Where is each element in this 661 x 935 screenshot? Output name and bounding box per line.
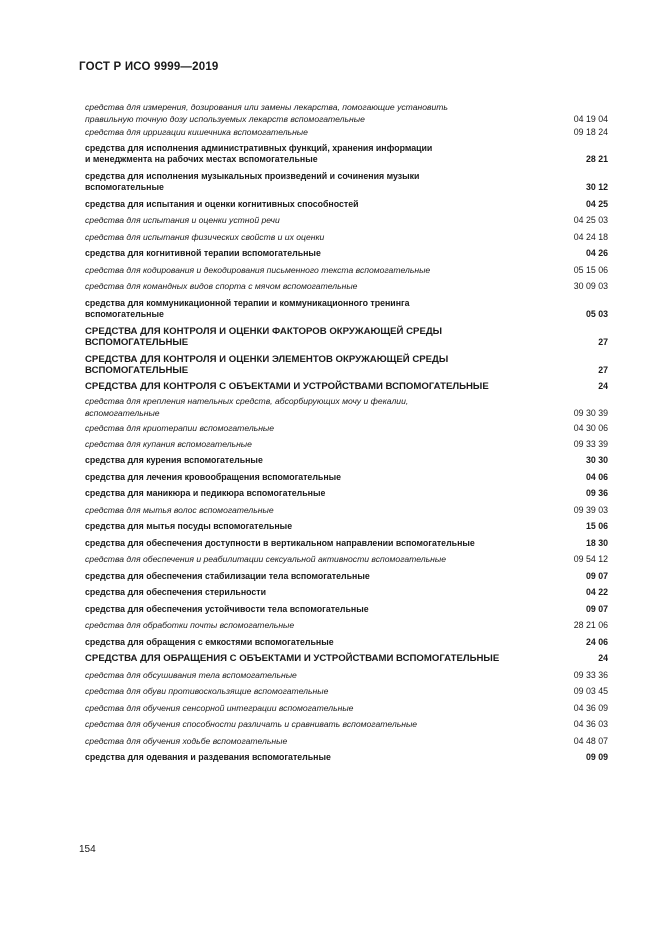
index-entry <box>85 381 608 393</box>
index-entry-code: 09 39 03 <box>573 504 608 515</box>
index-entry-term: средства для кодирования и декодирования письменного текста вспомогательные <box>85 264 431 275</box>
index-entry-code: 09 30 39 <box>573 407 608 418</box>
index-entry-code: 04 48 07 <box>573 735 608 746</box>
index-entry <box>85 505 608 517</box>
index-entry-term: средства для обеспечения и реабилитации сексуальной активности вспомогательные <box>85 554 446 564</box>
index-entry-term: СРЕДСТВА ДЛЯ КОНТРОЛЯ И ОЦЕНКИ ФАКТОРОВ ОКРУЖАЮЩЕЙ СРЕДЫ ВСПОМОГАТЕЛЬНЫЕ <box>85 325 443 348</box>
index-entry-code: 04 24 18 <box>573 231 608 242</box>
index-entry-code: 24 <box>598 380 608 391</box>
index-entry-term: СРЕДСТВА ДЛЯ КОНТРОЛЯ С ОБЪЕКТАМИ И УСТРОЙСТВАМИ ВСПОМОГАТЕЛЬНЫЕ <box>85 380 489 392</box>
index-entry-term: средства для курения вспомогательные <box>85 455 263 465</box>
index-entry-term: средства для обеспечения стабилизации тела вспомогательные <box>85 570 370 581</box>
index-entry <box>85 670 608 682</box>
index-entry-code: 04 26 <box>585 248 608 258</box>
index-entry-code: 09 33 36 <box>573 669 608 680</box>
index-entry <box>85 265 608 277</box>
document-header: ГОСТ Р ИСО 9999—2019 <box>79 61 219 73</box>
index-entry <box>85 653 608 665</box>
index-entry-code: 09 09 <box>585 752 608 762</box>
index-entry-term: средства для испытания физических свойств и их оценки <box>85 231 325 242</box>
index-entry <box>85 102 608 125</box>
index-entry <box>85 604 608 616</box>
index-entry <box>85 488 608 500</box>
index-entry-term: средства для маникюра и педикюра вспомогательные <box>85 488 326 498</box>
index-entry-term: средства для коммуникационной терапии и коммуникационного тренинга вспомогательные <box>85 297 410 319</box>
index-entry-term: средства для ирригации кишечника вспомогательные <box>85 127 308 137</box>
index-entry-term: средства для обработки почты вспомогательные <box>85 620 295 630</box>
index-entry-code: 04 19 04 <box>573 113 608 124</box>
index-entry-term: средства для исполнения административных функций, хранения информации и менеджмента на рабочих местах вспомогательные <box>85 142 433 164</box>
index-entry-term: средства для одевания и раздевания вспомогательные <box>85 752 331 762</box>
index-list <box>85 97 608 764</box>
index-entry <box>85 736 608 748</box>
index-entry-term: средства для обсушивания тела вспомогательные <box>85 669 297 680</box>
index-entry-term: средства для когнитивной терапии вспомогательные <box>85 248 321 258</box>
index-entry-code: 24 06 <box>585 636 608 647</box>
index-entry <box>85 171 608 194</box>
index-entry-term: средства для обеспечения доступности в вертикальном направлении вспомогательные <box>85 537 475 548</box>
index-entry-term: СРЕДСТВА ДЛЯ ОБРАЩЕНИЯ С ОБЪЕКТАМИ И УСТРОЙСТВАМИ ВСПОМОГАТЕЛЬНЫЕ <box>85 653 500 664</box>
index-entry-term: СРЕДСТВА ДЛЯ КОНТРОЛЯ И ОЦЕНКИ ЭЛЕМЕНТОВ ОКРУЖАЮЩЕЙ СРЕДЫ ВСПОМОГАТЕЛЬНЫЕ <box>85 353 449 376</box>
index-entry <box>85 587 608 599</box>
index-entry-code: 27 <box>598 337 608 347</box>
index-entry <box>85 538 608 550</box>
index-entry-term: средства для исполнения музыкальных произведений и сочинения музыки вспомогательные <box>85 170 420 192</box>
index-entry <box>85 703 608 715</box>
index-entry <box>85 326 608 349</box>
index-entry <box>85 472 608 484</box>
index-entry-term: средства для мытья посуды вспомогательные <box>85 521 293 531</box>
index-entry-code: 15 06 <box>585 521 608 531</box>
index-entry <box>85 199 608 211</box>
index-entry-code: 09 07 <box>585 603 608 614</box>
index-entry <box>85 423 608 435</box>
index-entry-term: средства для обеспечения устойчивости тела вспомогательные <box>85 603 369 614</box>
index-entry-term: средства для крепления нательных средств, абсорбирующих мочу и фекалии, вспомогательные <box>85 396 409 418</box>
page-number: 154 <box>79 844 96 855</box>
index-entry-term: средства для измерения, дозирования или замены лекарства, помогающие установить правильную точную дозу используемых лекарств вспомогательные <box>85 102 448 124</box>
index-entry-term: средства для обучения способности различать и сравнивать вспомогательные <box>85 719 418 729</box>
index-entry-code: 04 25 03 <box>573 215 608 225</box>
index-entry-code: 09 07 <box>585 570 608 581</box>
index-entry <box>85 127 608 139</box>
index-entry-code: 09 33 39 <box>573 438 608 449</box>
index-entry-term: средства для купания вспомогательные <box>85 438 252 449</box>
index-entry <box>85 719 608 731</box>
index-entry <box>85 554 608 566</box>
index-entry-code: 28 21 <box>585 154 608 164</box>
index-entry <box>85 215 608 227</box>
index-entry-code: 28 21 06 <box>573 620 608 630</box>
index-entry <box>85 396 608 419</box>
index-entry-code: 04 22 <box>585 587 608 597</box>
index-entry-term: средства для испытания и оценки устной речи <box>85 215 280 225</box>
index-entry-term: средства для обучения сенсорной интеграции вспомогательные <box>85 702 354 713</box>
index-entry-code: 04 30 06 <box>573 423 608 433</box>
index-entry-code: 04 36 09 <box>573 702 608 713</box>
index-entry-term: средства для командных видов спорта с мячом вспомогательные <box>85 281 358 291</box>
index-entry <box>85 571 608 583</box>
index-entry-term: средства для испытания и оценки когнитивных способностей <box>85 198 359 209</box>
index-entry <box>85 637 608 649</box>
index-entry <box>85 354 608 377</box>
index-entry <box>85 455 608 467</box>
index-entry-term: средства для лечения кровообращения вспомогательные <box>85 471 342 482</box>
index-entry-code: 04 36 03 <box>573 719 608 729</box>
index-entry <box>85 439 608 451</box>
index-entry-code: 09 03 45 <box>573 686 608 696</box>
index-entry-code: 24 <box>598 653 608 663</box>
index-entry-code: 04 25 <box>585 198 608 209</box>
index-entry-code: 30 09 03 <box>573 281 608 291</box>
index-entry <box>85 521 608 533</box>
index-entry <box>85 686 608 698</box>
index-entry <box>85 232 608 244</box>
index-entry <box>85 281 608 293</box>
index-entry-term: средства для обеспечения стерильности <box>85 587 267 597</box>
index-entry-code: 09 36 <box>585 488 608 498</box>
index-entry-code: 27 <box>598 365 608 375</box>
index-entry-code: 09 18 24 <box>573 127 608 137</box>
index-entry <box>85 620 608 632</box>
index-entry-code: 04 06 <box>585 471 608 482</box>
index-entry <box>85 143 608 166</box>
index-entry-code: 05 15 06 <box>573 264 608 275</box>
index-entry <box>85 752 608 764</box>
index-entry-code: 30 30 <box>585 455 608 465</box>
index-entry-code: 05 03 <box>585 309 608 319</box>
index-entry <box>85 248 608 260</box>
index-entry-term: средства для обуви противоскользящие вспомогательные <box>85 686 329 696</box>
index-entry-term: средства для криотерапии вспомогательные <box>85 423 275 433</box>
index-entry-code: 09 54 12 <box>573 554 608 564</box>
index-entry-term: средства для обращения с емкостями вспомогательные <box>85 636 334 647</box>
index-entry-term: средства для обучения ходьбе вспомогательные <box>85 735 288 746</box>
index-entry-code: 30 12 <box>585 182 608 192</box>
index-entry-code: 18 30 <box>585 537 608 548</box>
index-entry <box>85 298 608 321</box>
index-entry-term: средства для мытья волос вспомогательные <box>85 504 274 515</box>
